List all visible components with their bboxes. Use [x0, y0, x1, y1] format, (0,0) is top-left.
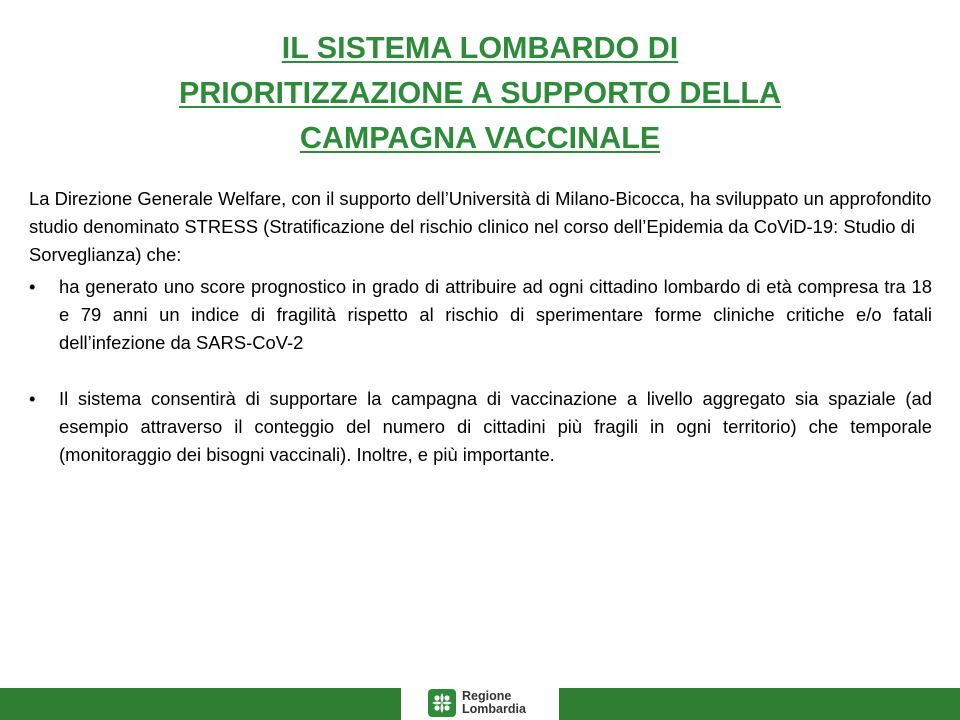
title-line-1: IL SISTEMA LOMBARDO DI [281, 31, 679, 65]
bullet-marker: • [29, 388, 36, 409]
regione-lombardia-logo [428, 687, 526, 719]
bullet-text: ha generato uno score prognostico in grado di attribuire ad ogni cittadino lombardo di età compresa tra 18 e 79 anni un indice di fragilità rispetto al rischio di sperimentare forme cliniche critiche e/o fatali dell’infezione da SARS-CoV-2 [59, 276, 932, 353]
intro-paragraph: La Direzione Generale Welfare, con il supporto dell’Università di Milano-Bicocca, ha sviluppato un approfondito studio denominato STRESS (Stratificazione del rischio clinico nel corso dell’Epidemia da CoViD-19: Studio di Sorveglianza) che: [29, 188, 932, 265]
regione-lombardia-rosa-camuna-icon [428, 689, 456, 717]
logo-wordmark [462, 690, 526, 716]
title-line-2: PRIORITIZZAZIONE A SUPPORTO DELLA [178, 76, 782, 110]
footer-bar-right [559, 688, 960, 720]
footer-bar-left [0, 688, 401, 720]
bullet-item [29, 385, 932, 469]
slide-title [0, 26, 960, 161]
logo-text-regione: Regione [462, 689, 512, 703]
slide-body [29, 185, 932, 469]
logo-text-lombardia: Lombardia [462, 702, 526, 716]
bullet-list [29, 273, 932, 469]
bullet-item [29, 273, 932, 357]
bullet-text: Il sistema consentirà di supportare la campagna di vaccinazione a livello aggregato sia spaziale (ad esempio attraverso il conteggio del numero di cittadini più fragili in ogni territorio) che temporale (monitoraggio dei bisogni vaccinali). Inoltre, e più importante. [59, 388, 932, 465]
bullet-marker: • [29, 276, 36, 297]
title-line-3: CAMPAGNA VACCINALE [299, 121, 661, 155]
